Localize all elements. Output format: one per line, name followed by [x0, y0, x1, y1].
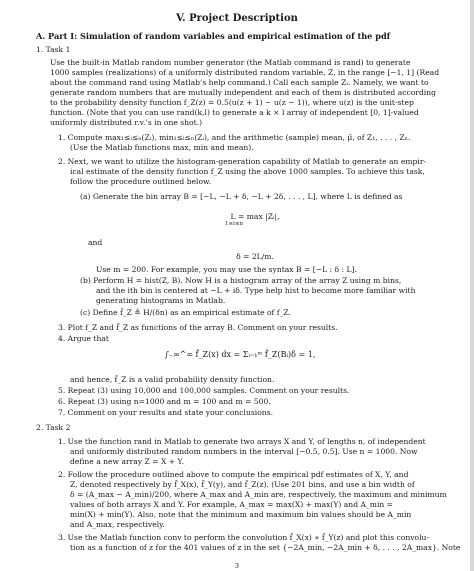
equation-delta: δ = 2L/m. [236, 252, 274, 261]
task1-intro-line: Use the built-in Matlab random number generator (the Matlab command is rand) to generate [50, 58, 411, 67]
task1-item4: 4. Argue that [58, 334, 109, 343]
task2-item2-line: values of both arrays X and Y. For example, A_max = max(X) + max(Y) and A_min = [70, 500, 394, 509]
task1-intro-line: uniformly distributed r.v.’s in one shot.) [50, 118, 203, 127]
task2-item2-line: δ = (A_max − A_min)/200, where A_max and A_min are, respectively, the maximum and minimum [70, 490, 447, 499]
task2-heading: 2. Task 2 [36, 423, 71, 432]
task1-item2-line: 2. Next, we want to utilize the histogram-generation capability of Matlab to generate an empir- [58, 157, 427, 166]
page-edge-shadow [470, 0, 474, 571]
task1-intro-line: about the command rand using Matlab’s help command.) Call each sample Zᵢ. Namely, we want to [50, 78, 429, 87]
task1-item2b-line: and the ith bin is centered at −L + iδ. Type help hist to become more familiar with [96, 286, 416, 295]
task1-intro-line: generate random numbers that are mutually independent and each of them is distributed according [50, 88, 436, 97]
task1-item2a: (a) Generate the bin array B = [−L, −L + δ, −L + 2δ, . . . , L], where L is defined as [80, 192, 403, 201]
task2-item3-line: tion as a function of z for the 401 values of z in the set {−2A_min, −2A_min + δ, . . . , 2A_max}. Note [70, 543, 461, 552]
equation-integral: ∫₋∞^∞ f̂_Z(x) dx = Σᵢ₌₁ᵐ f̂_Z(Bᵢ)δ = 1, [164, 350, 316, 359]
task1-item2-line: follow the procedure outlined below. [70, 177, 212, 186]
task1-item2b-line: (b) Perform H = hist(Z, B). Now H is a histogram array of the array Z using m bins, [80, 276, 402, 285]
and-word: and [88, 238, 103, 247]
task2-item2-line: Z, denoted respectively by f̂_X(x), f̂_Y(y), and f̂_Z(z). (Use 201 bins, and use a bin width of [70, 480, 415, 489]
task1-item5: 5. Repeat (3) using 10,000 and 100,000 samples. Comment on your results. [58, 386, 350, 395]
equation-L-subscript: 1≤i≤n [224, 221, 244, 227]
task1-item2-line: ical estimate of the density function f_Z using the above 1000 samples. To achieve this task, [70, 167, 425, 176]
task2-item3-line: 3. Use the Matlab function conv to perform the convolution f̂_X(x) ∗ f̂_Y(z) and plot this convolu- [58, 533, 430, 542]
task1-intro-line: to the probability density function f_Z(z) = 0.5(u(z + 1) − u(z − 1)), where u(z) is the unit-step [50, 98, 414, 107]
task2-item2-line: min(X) + min(Y). Also, note that the minimum and maximum bin values should be A_min [70, 510, 412, 519]
task1-intro-line: function. (Note that you can use rand(k,l) to generate a k × l array of independent [0, 1]-valued [50, 108, 419, 117]
equation-L: L = max |Zᵢ|, [230, 212, 280, 221]
task2-item2-line: 2. Follow the procedure outlined above to compute the empirical pdf estimates of X, Y, and [58, 470, 409, 479]
task2-item1-line: define a new array Z = X + Y. [70, 457, 184, 466]
page-number: 3 [234, 562, 240, 570]
task2-item2-line: and A_max, respectively. [70, 520, 165, 529]
task1-item1-line: 1. Compute max₁≤ᵢ≤ₙ(Zᵢ), min₁≤ᵢ≤ₙ(Zᵢ), and the arithmetic (sample) mean, μ̂, of Z₁, . . . , Zₙ. [58, 133, 411, 142]
task2-item1-line: and uniformly distributed random numbers in the interval [−0.5, 0.5]. Use n = 1000. Now [70, 447, 418, 456]
task1-item1-line: (Use the Matlab functions max, min and mean). [70, 143, 254, 152]
task1-item2b-line: generating histograms in Matlab. [96, 296, 226, 305]
task1-item3: 3. Plot f_Z and f̂_Z as functions of the array B. Comment on your results. [58, 323, 338, 332]
task1-item7: 7. Comment on your results and state your conclusions. [58, 408, 273, 417]
task1-intro-line: 1000 samples (realizations) of a uniformly distributed random variable, Z, in the range [−1, 1] (Read [50, 68, 440, 77]
task1-after4: and hence, f̂_Z is a valid probability density function. [70, 375, 275, 384]
task1-item6: 6. Repeat (3) using n=1000 and m = 100 and m = 500. [58, 397, 271, 406]
task1-heading: 1. Task 1 [36, 45, 71, 54]
section-title: V. Project Description [176, 13, 298, 24]
task2-item1-line: 1. Use the function rand in Matlab to generate two arrays X and Y, of lengths n, of independent [58, 437, 426, 446]
use-m-line: Use m = 200. For example, you may use the syntax B = [−L : δ : L]. [96, 265, 357, 274]
part-heading: A. Part I: Simulation of random variables and empirical estimation of the pdf [36, 31, 391, 41]
task1-item2c: (c) Define f̂_Z ≜ H/(δn) as an empirical estimate of f_Z. [80, 308, 291, 317]
